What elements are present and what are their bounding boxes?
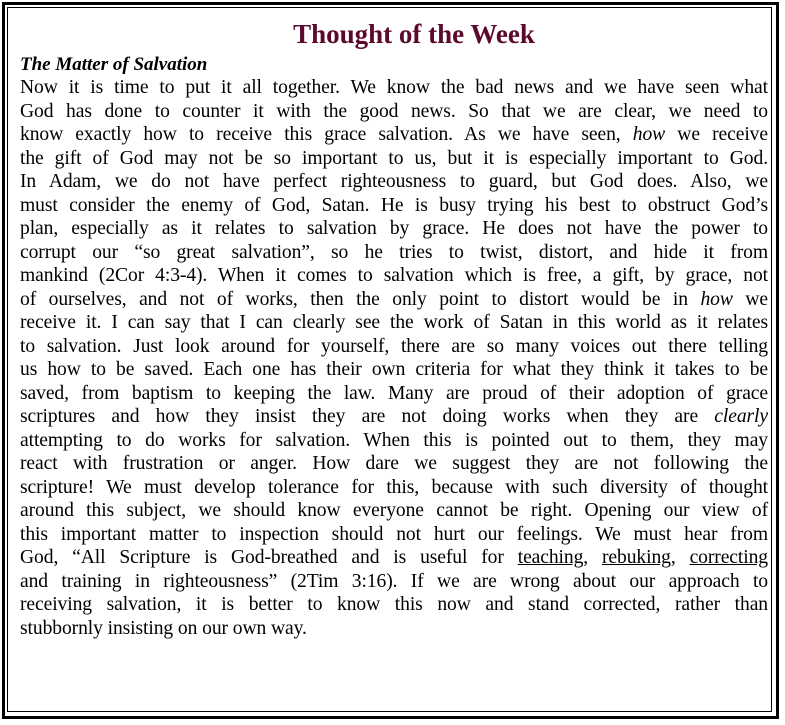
- body-text-segment: we receive: [665, 124, 768, 145]
- body-text-segment: must consider the enemy of God, Satan. He is busy trying his best to obstruct God’s: [20, 194, 768, 216]
- body-text-segment: this important matter to inspection should not hurt our feelings. We must hear from: [20, 523, 768, 545]
- emphasis-text: how: [700, 288, 733, 310]
- body-line: [20, 523, 768, 547]
- body-line: [20, 170, 768, 194]
- body-line: [20, 617, 768, 641]
- body-text-segment: ,: [583, 547, 602, 568]
- body-line: [20, 100, 768, 124]
- body-text-segment: God has done to counter it with the good news. So that we are clear, we need to: [20, 100, 768, 122]
- body-text-segment: of ourselves, and not of works, then the only point to distort would be in: [20, 288, 701, 310]
- body-line: [20, 593, 768, 617]
- body-text-segment: receive it. I can say that I can clearly see the work of Satan in this world as it relates: [20, 312, 768, 333]
- body-text-segment: to salvation. Just look around for yourself, there are so many voices out there telling: [20, 335, 768, 357]
- body-text-segment: attempting to do works for salvation. When this is pointed out to them, they may: [20, 429, 768, 451]
- body-text-segment: corrupt our “so great salvation”, so he tries to twist, distort, and hide it from: [20, 241, 768, 263]
- body-line: [20, 382, 768, 406]
- article-body: [20, 76, 768, 640]
- body-text-segment: us how to be saved. Each one has their own criteria for what they think it takes to be: [20, 359, 768, 380]
- body-text-segment: plan, especially as it relates to salvation by grace. He does not have the power to: [20, 218, 768, 239]
- body-text-segment: and training in righteousness” (2Tim 3:16). If we are wrong about our approach to: [20, 570, 768, 592]
- body-line: [20, 311, 768, 335]
- body-line: [20, 194, 768, 218]
- body-text-segment: scriptures and how they insist they are not doing works when they are: [20, 406, 715, 427]
- body-text-segment: scripture! We must develop tolerance for this, because with such diversity of thought: [20, 476, 768, 498]
- page-title: Thought of the Week: [293, 19, 535, 49]
- emphasis-text: how: [632, 124, 666, 145]
- body-text-segment: around this subject, we should know everyone cannot be right. Opening our view of: [20, 500, 768, 521]
- body-text-segment: Now it is time to put it all together. We know the bad news and we have seen what: [20, 77, 768, 98]
- body-line: [20, 288, 768, 312]
- body-line: [20, 241, 768, 265]
- body-line: [20, 476, 768, 500]
- body-text-segment: know exactly how to receive this grace salvation. As we have seen,: [20, 124, 633, 145]
- body-line: [20, 570, 768, 594]
- article-subtitle: The Matter of Salvation: [20, 54, 208, 75]
- body-line: [20, 147, 768, 171]
- body-text-segment: God, “All Scripture is God-breathed and is useful for: [20, 547, 518, 568]
- underlined-text: rebuking: [602, 547, 671, 568]
- body-line: [20, 405, 768, 429]
- body-line: [20, 452, 768, 476]
- underlined-text: teaching: [517, 547, 584, 568]
- emphasis-text: clearly: [714, 406, 768, 427]
- body-line: [20, 264, 768, 288]
- body-line: [20, 335, 768, 359]
- body-text-segment: the gift of God may not be so important to us, but it is especially important to God.: [20, 147, 768, 169]
- body-line: [20, 217, 768, 241]
- body-line: [20, 76, 768, 100]
- body-text-segment: receiving salvation, it is better to know this now and stand corrected, rather than: [20, 594, 768, 615]
- body-text-segment: react with frustration or anger. How dare we suggest they are not following the: [20, 453, 768, 474]
- body-text-segment: stubbornly insisting on our own way.: [20, 617, 307, 639]
- body-text-segment: ,: [670, 547, 690, 568]
- body-text-segment: mankind (2Cor 4:3-4). When it comes to salvation which is free, a gift, by grace, not: [20, 265, 768, 286]
- body-line: [20, 499, 768, 523]
- body-text-segment: we: [732, 288, 768, 310]
- body-line: [20, 358, 768, 382]
- underlined-text: correcting: [689, 547, 768, 568]
- body-text-segment: In Adam, we do not have perfect righteousness to guard, but God does. Also, we: [20, 171, 768, 192]
- body-line: [20, 546, 768, 570]
- body-line: [20, 429, 768, 453]
- body-text-segment: saved, from baptism to keeping the law. Many are proud of their adoption of grace: [20, 382, 768, 404]
- body-line: [20, 123, 768, 147]
- article: [20, 14, 768, 640]
